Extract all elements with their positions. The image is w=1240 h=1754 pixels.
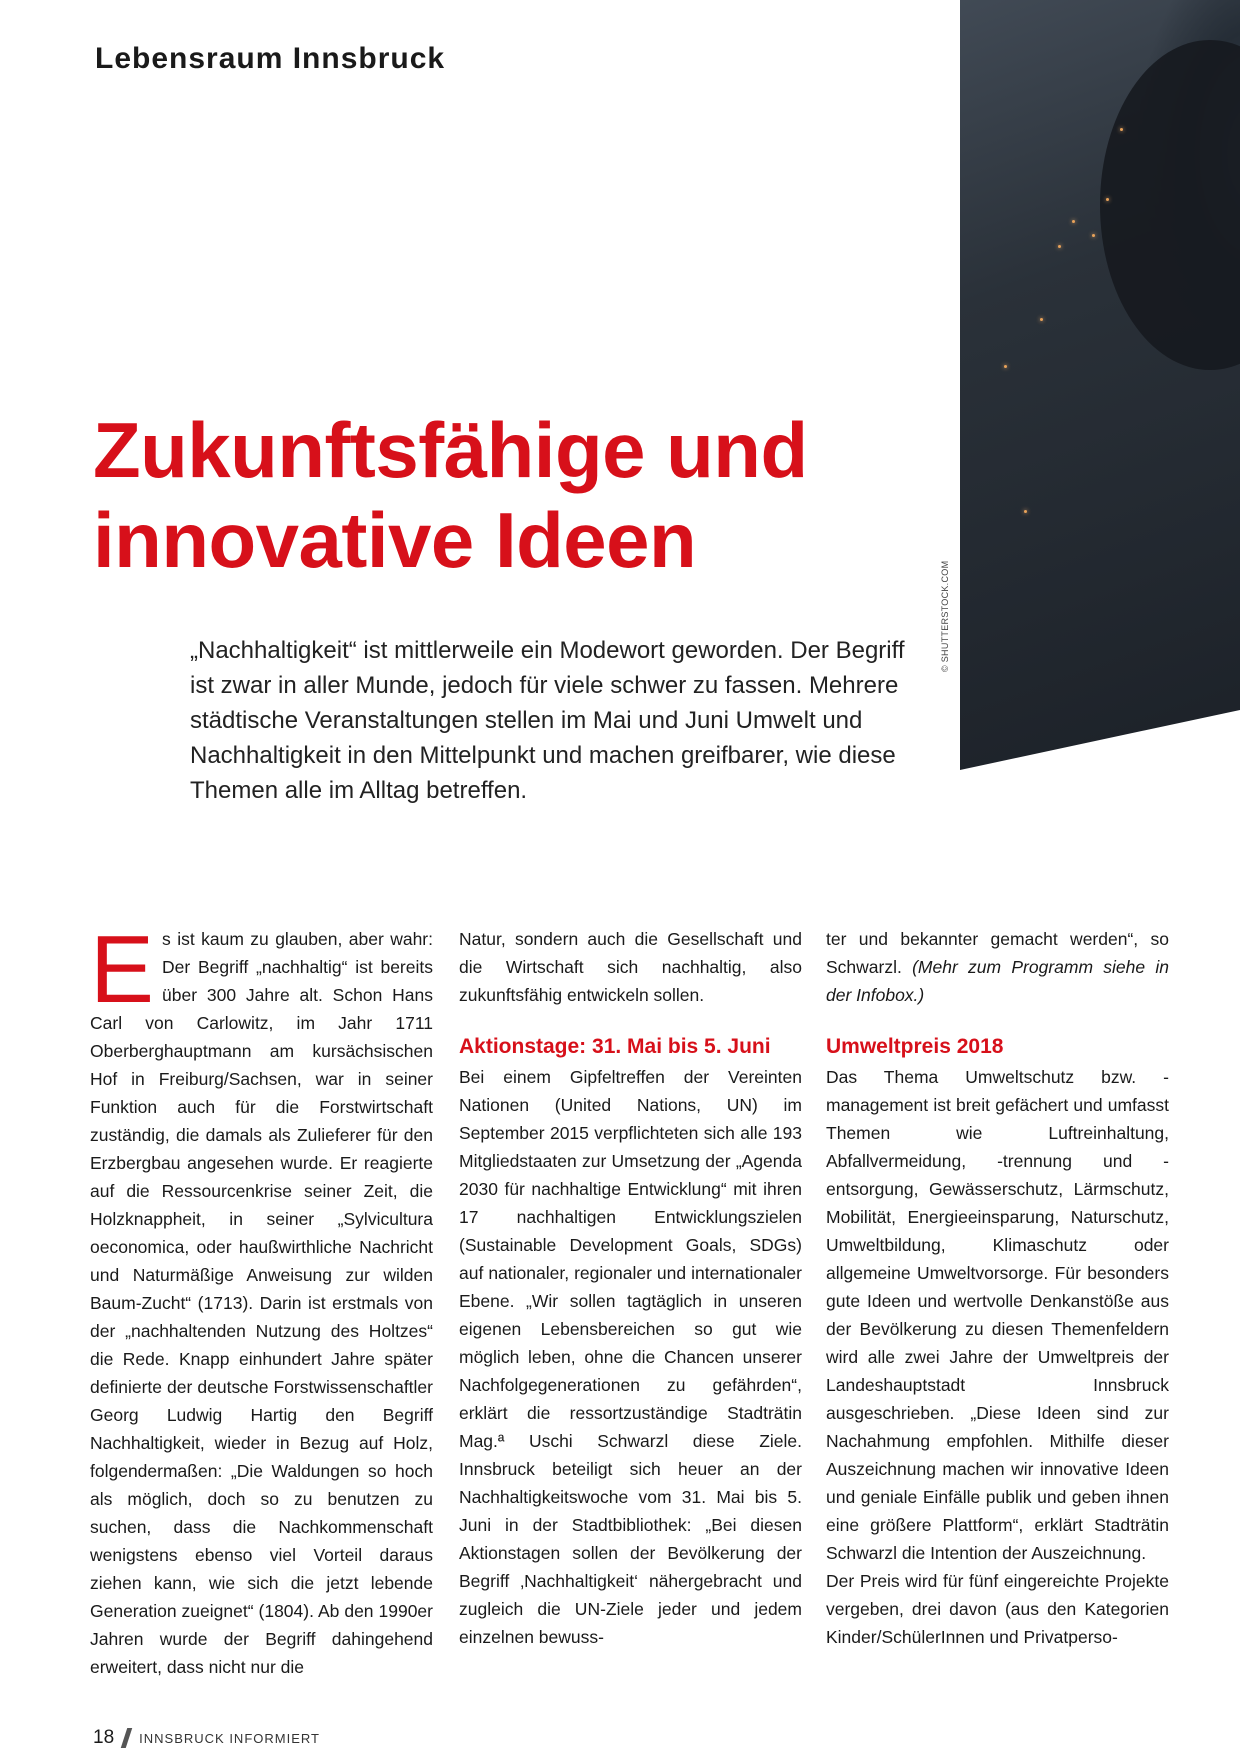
photo-credit: © SHUTTERSTOCK.COM	[940, 560, 950, 672]
photo-spark	[1004, 365, 1007, 368]
photo-spark	[1024, 510, 1027, 513]
column-1	[90, 916, 433, 1681]
photo-spark	[1106, 198, 1109, 201]
body-paragraph: Bei einem Gipfeltreffen der Vereinten Nationen (United Nations, UN) im September 2015 verpflichteten sich alle 193 Mitgliedstaaten zur Umsetzung der „Agenda 2030 für nachhaltige Entwicklung“ mit ihren 17 nachhaltigen Entwicklungszielen (Sustainable Development Goals, SDGs) auf nationaler, regionaler und internationaler Ebene. „Wir sollen tagtäglich in unseren eigenen Lebensbereichen so gut wie möglich leben, ohne die Chancen unserer Nachfolgegenerationen zu gefährden“, erklärt die ressortzuständige Stadträtin Mag.ª Uschi Schwarzl diese Ziele. Innsbruck beteiligt sich heuer an der Nachhaltigkeitswoche vom 31. Mai bis 5. Juni in der Stadtbibliothek: „Bei diesen Aktionstagen sollen der Bevölkerung der Begriff ‚Nachhaltigkeit‘ nähergebracht und zugleich die UN-Ziele jeder und jedem einzelnen bewuss-	[459, 1067, 802, 1647]
page-number: 18	[93, 1727, 115, 1748]
photo-spark	[1058, 245, 1061, 248]
photo-spark	[1120, 128, 1123, 131]
column-3	[826, 925, 1169, 1651]
body-text: ter und bekannter gemacht werden“, so Schwarzl.	[826, 929, 1169, 977]
photo-spark	[1092, 234, 1095, 237]
photo-spark	[1040, 318, 1043, 321]
header-photo	[960, 0, 1240, 770]
headline	[93, 405, 913, 585]
lead-paragraph: „Nachhaltigkeit“ ist mittlerweile ein Modewort geworden. Der Begriff ist zwar in aller Munde, jedoch für viele schwer zu fassen. Mehrere städtische Veranstaltungen stellen im Mai und Juni Umwelt und Nachhaltigkeit in den Mittelpunkt und machen greifbarer, wie diese Themen alle im Alltag betreffen.	[190, 637, 905, 804]
publication-name: INNSBRUCK INFORMIERT	[139, 1730, 320, 1746]
body-paragraph	[90, 916, 433, 1681]
body-paragraph: Natur, sondern auch die Gesellschaft und die Wirtschaft sich nachhaltig, also zukunftsfähig entwickeln sollen.	[459, 929, 802, 1005]
infobox-reference: (Mehr zum Programm siehe in der Infobox.)	[826, 957, 1169, 1005]
photo-shadow	[1100, 40, 1240, 370]
section-label: Lebensraum Innsbruck	[95, 42, 446, 75]
photo-spark	[1072, 220, 1075, 223]
body-text: s ist kaum zu glauben, aber wahr: Der Begriff „nachhaltig“ ist bereits über 300 Jahre alt. Schon Hans Carl von Carlowitz, im Jahr 1711 Oberberghauptmann am kursächsischen Hof in Freiburg/Sachsen, war in seiner Funktion auch für die Forstwirtschaft zuständig, die damals als Zulieferer für den Erzbergbau angesehen wurde. Er reagierte auf die Ressourcenkrise seiner Zeit, die Holzknappheit, in seiner „Sylvicultura oeconomica, oder haußwirthliche Nachricht und Naturmäßige Anweisung zur wilden Baum-Zucht“ (1713). Darin ist erstmals von der „nachhaltenden Nutzung des Holtzes“ die Rede. Knapp einhundert Jahre später definierte der deutsche Forstwissenschaftler Georg Ludwig Hartig den Begriff Nachhaltigkeit, wieder in Bezug auf Holz, folgendermaßen: „Die Waldungen so hoch als möglich, doch so zu benutzen zu suchen, dass die Nachkommenschaft wenigstens ebenso viel Vorteil daraus ziehen kann, wie sich die jetzt lebende Generation zueignet“ (1804). Ab den 1990er Jahren wurde der Begriff dahingehend erweitert, dass nicht nur die	[90, 929, 433, 1677]
subheading: Umweltpreis 2018	[826, 1035, 1004, 1058]
slash-divider	[121, 1728, 132, 1748]
body-paragraph: Der Preis wird für fünf eingereichte Projekte vergeben, drei davon (aus den Kategorien Kinder/SchülerInnen und Privatperso-	[826, 1571, 1169, 1647]
column-2	[459, 925, 802, 1651]
body-paragraph: Das Thema Umweltschutz bzw. -management ist breit gefächert und umfasst Themen wie Luftreinhaltung, Abfallvermeidung, -trennung und -entsorgung, Gewässerschutz, Lärmschutz, Mobilität, Energieeinsparung, Naturschutz, Umweltbildung, Klimaschutz oder allgemeine Umweltvorsorge. Für besonders gute Ideen und wertvolle Denkanstöße aus der Bevölkerung zu diesen Themenfeldern wird alle zwei Jahre der Umweltpreis der Landeshauptstadt Innsbruck ausgeschrieben. „Diese Ideen sind zur Nachahmung empfohlen. Mithilfe dieser Auszeichnung machen wir innovative Ideen und geniale Einfälle publik und geben ihnen eine größere Plattform“, erklärt Stadträtin Schwarzl die Intention der Auszeichnung.	[826, 1067, 1169, 1563]
drop-cap: E	[90, 916, 155, 1023]
body-paragraph	[826, 925, 1169, 1009]
headline-line: Zukunftsfähige und	[93, 406, 808, 494]
subheading: Aktionstage: 31. Mai bis 5. Juni	[459, 1035, 771, 1058]
page-footer	[93, 1727, 320, 1749]
headline-line: innovative Ideen	[93, 496, 697, 584]
